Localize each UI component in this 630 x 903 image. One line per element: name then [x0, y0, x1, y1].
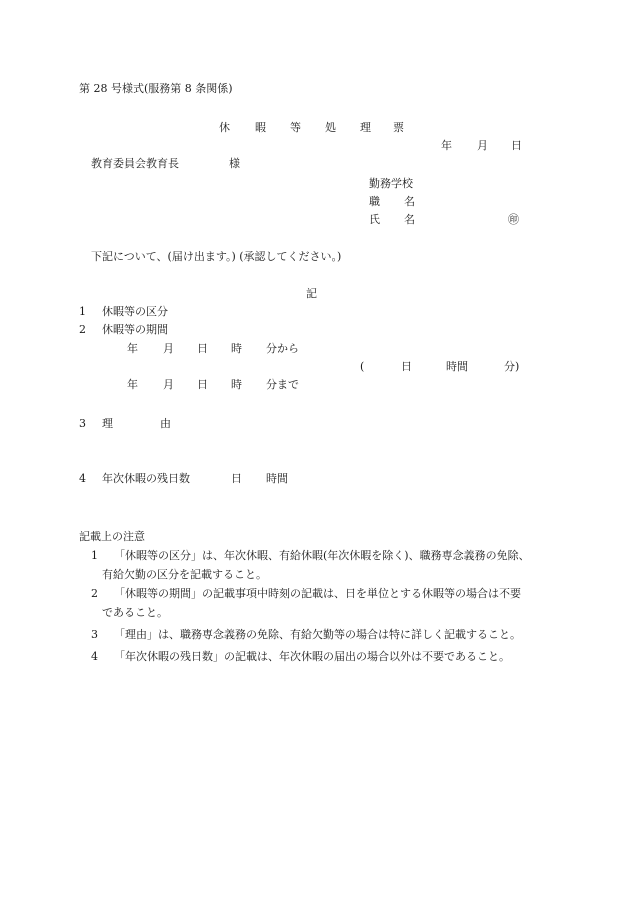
- item4-hour-label: 時間: [266, 472, 288, 485]
- title-char: 等: [290, 121, 301, 134]
- to-year: 年: [127, 378, 138, 391]
- total-minutes: 分): [504, 360, 520, 373]
- note-text: 「休暇等の区分」は、年次休暇、有給休暇(年次休暇を除く)、職務専念義務の免除、: [114, 549, 530, 562]
- item3-label-char: 由: [160, 417, 171, 430]
- from-month: 月: [163, 342, 174, 355]
- from-minute: 分から: [266, 342, 299, 355]
- note-text: 「年次休暇の残日数」の記載は、年次休暇の届出の場合以外は不要であること。: [114, 650, 510, 663]
- to-minute: 分まで: [266, 378, 299, 391]
- note-text-continued: であること。: [102, 606, 168, 619]
- intro-text: 下記について、(届け出ます。) (承認してください。): [91, 250, 342, 263]
- item4-day-label: 日: [231, 472, 242, 485]
- to-hour: 時: [231, 378, 242, 391]
- seal-mark: ㊞: [508, 213, 519, 226]
- date-day-label: 日: [511, 139, 522, 152]
- title-char: 暇: [255, 121, 266, 134]
- item2-label: 休暇等の期間: [102, 323, 168, 336]
- date-year-label: 年: [441, 139, 452, 152]
- title-char: 処: [325, 121, 336, 134]
- title-char: 票: [393, 121, 404, 134]
- note-number: 2: [91, 587, 98, 600]
- item3-number: 3: [79, 417, 86, 430]
- item3-label-char: 理: [102, 417, 113, 430]
- title-char: 休: [219, 121, 230, 134]
- total-hours: 時間: [446, 360, 468, 373]
- notes-heading: 記載上の注意: [79, 530, 145, 543]
- school-label: 勤務学校: [369, 177, 413, 190]
- from-year: 年: [127, 342, 138, 355]
- note-number: 1: [91, 549, 98, 562]
- position-label-char: 職: [369, 195, 380, 208]
- note-number: 3: [91, 628, 98, 641]
- form-number: 第 28 号様式(服務第 8 条関係): [79, 82, 233, 95]
- note-text: 「休暇等の期間」の記載事項中時刻の記載は、日を単位とする休暇等の場合は不要: [114, 587, 521, 600]
- total-open-paren: (: [360, 360, 365, 373]
- item4-label: 年次休暇の残日数: [102, 472, 190, 485]
- item1-label: 休暇等の区分: [102, 305, 168, 318]
- to-month: 月: [163, 378, 174, 391]
- addressee-honorific: 様: [229, 157, 240, 170]
- item4-number: 4: [79, 472, 86, 485]
- ki-heading: 記: [306, 287, 317, 300]
- title-char: 理: [360, 121, 371, 134]
- total-days: 日: [401, 360, 412, 373]
- position-label-char: 名: [404, 195, 415, 208]
- addressee-name: 教育委員会教育長: [91, 157, 179, 170]
- note-number: 4: [91, 650, 98, 663]
- item2-number: 2: [79, 323, 86, 336]
- to-day: 日: [197, 378, 208, 391]
- name-label-char: 氏: [369, 213, 380, 226]
- item1-number: 1: [79, 305, 86, 318]
- name-label-char: 名: [404, 213, 415, 226]
- from-day: 日: [197, 342, 208, 355]
- note-text-continued: 有給欠勤の区分を記載すること。: [102, 568, 267, 581]
- date-month-label: 月: [477, 139, 488, 152]
- from-hour: 時: [231, 342, 242, 355]
- note-text: 「理由」は、職務専念義務の免除、有給欠勤等の場合は特に詳しく記載すること。: [114, 628, 521, 641]
